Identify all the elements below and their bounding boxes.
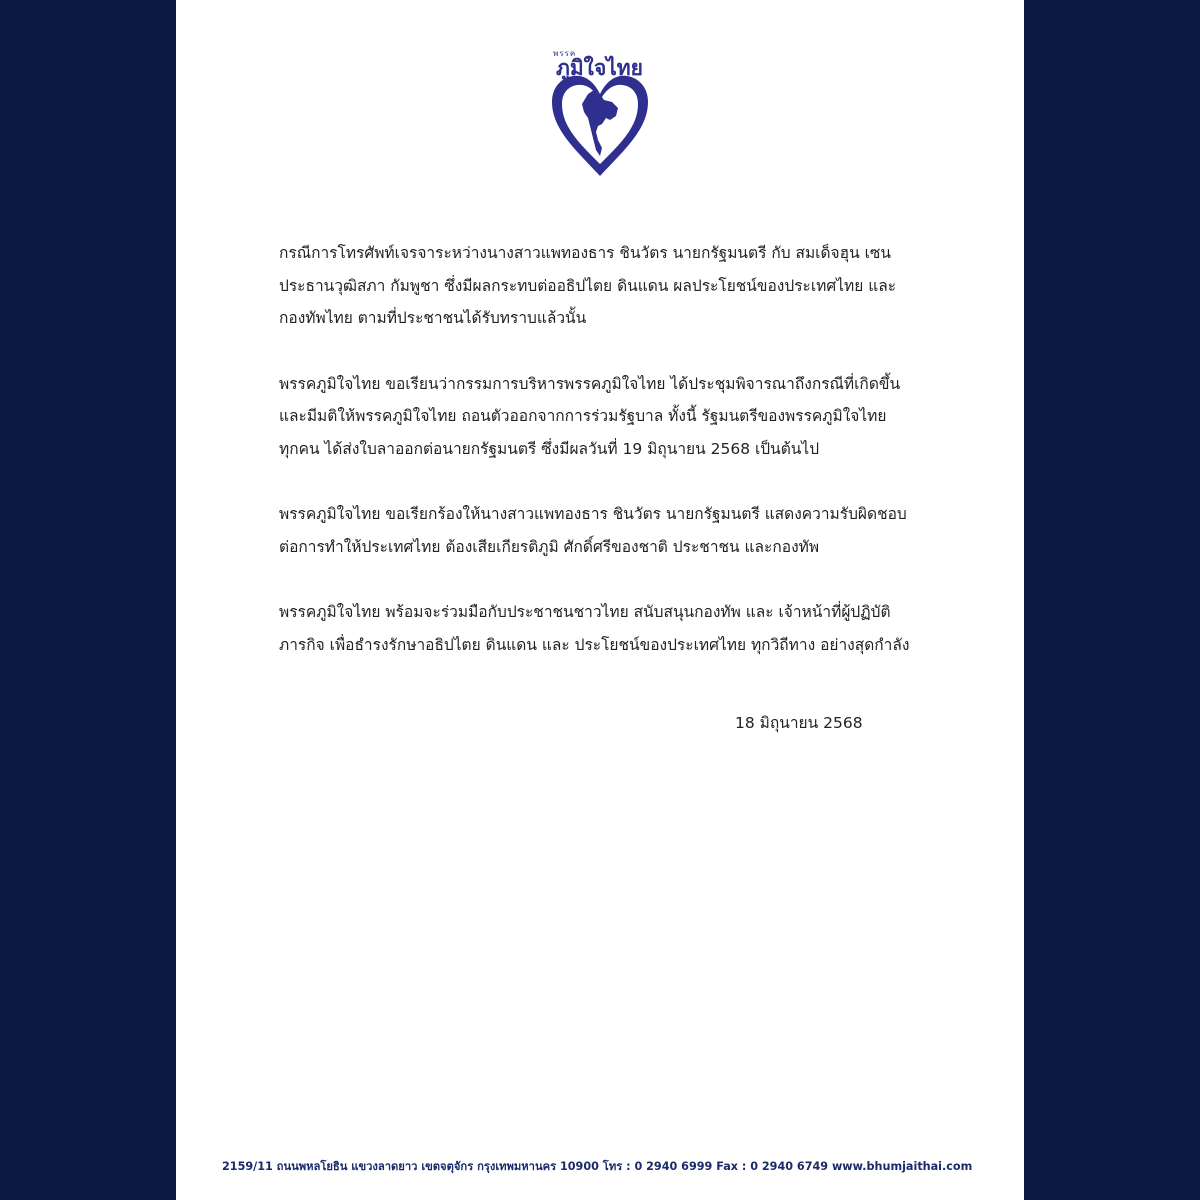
paragraph-line: ต่อการทำให้ประเทศไทย ต้องเสียเกียรติภูมิ ศักดิ์ศรีของชาติ ประชาชน และกองทัพ bbox=[279, 537, 820, 556]
left-border-band bbox=[0, 0, 176, 1200]
paragraph-2 bbox=[279, 368, 939, 466]
logo-party-name: ภูมิใจไทย bbox=[556, 56, 643, 80]
paragraph-line: ภารกิจ เพื่อธำรงรักษาอธิปไตย ดินแดน และ ประโยชน์ของประเทศไทย ทุกวิถีทาง อย่างสุดกำลัง bbox=[279, 635, 910, 654]
paragraph-line: ประธานวุฒิสภา กัมพูชา ซึ่งมีผลกระทบต่ออธิปไตย ดินแดน ผลประโยชน์ของประเทศไทย และ bbox=[279, 276, 897, 295]
paragraph-3 bbox=[279, 498, 939, 563]
paragraph-1 bbox=[279, 237, 939, 335]
heart-map-icon bbox=[548, 72, 652, 180]
letter-body bbox=[279, 237, 939, 694]
paragraph-line: พรรคภูมิใจไทย ขอเรียนว่ากรรมการบริหารพรรคภูมิใจไทย ได้ประชุมพิจารณาถึงกรณีที่เกิดขึ้น bbox=[279, 374, 901, 393]
paragraph-line: กองทัพไทย ตามที่ประชาชนได้รับทราบแล้วนั้น bbox=[279, 309, 587, 327]
paragraph-line: กรณีการโทรศัพท์เจรจาระหว่างนางสาวแพทองธาร ชินวัตร นายกรัฐมนตรี กับ สมเด็จฮุน เซน bbox=[279, 244, 892, 262]
right-border-band bbox=[1024, 0, 1200, 1200]
logo-small-text: พรรค bbox=[553, 49, 577, 58]
paragraph-4 bbox=[279, 596, 939, 661]
paragraph-line: ทุกคน ได้ส่งใบลาออกต่อนายกรัฐมนตรี ซึ่งมีผลวันที่ 19 มิถุนายน 2568 เป็นต้นไป bbox=[279, 439, 820, 458]
footer-address: 2159/11 ถนนพหลโยธิน แขวงลาดยาว เขตจตุจักร กรุงเทพมหานคร 10900 โทร : 0 2940 6999 Fax : 0 2940 6749 www.bhumjaithai.com bbox=[222, 1160, 973, 1173]
paragraph-line: และมีมติให้พรรคภูมิใจไทย ถอนตัวออกจากการร่วมรัฐบาล ทั้งนี้ รัฐมนตรีของพรรคภูมิใจไทย bbox=[279, 407, 887, 425]
paragraph-line: พรรคภูมิใจไทย ขอเรียกร้องให้นางสาวแพทองธาร ชินวัตร นายกรัฐมนตรี แสดงความรับผิดชอบ bbox=[279, 505, 907, 523]
letter-date: 18 มิถุนายน 2568 bbox=[735, 714, 863, 732]
paragraph-line: พรรคภูมิใจไทย พร้อมจะร่วมมือกับประชาชนชาวไทย สนับสนุนกองทัพ และ เจ้าหน้าที่ผู้ปฏิบัติ bbox=[279, 603, 891, 621]
